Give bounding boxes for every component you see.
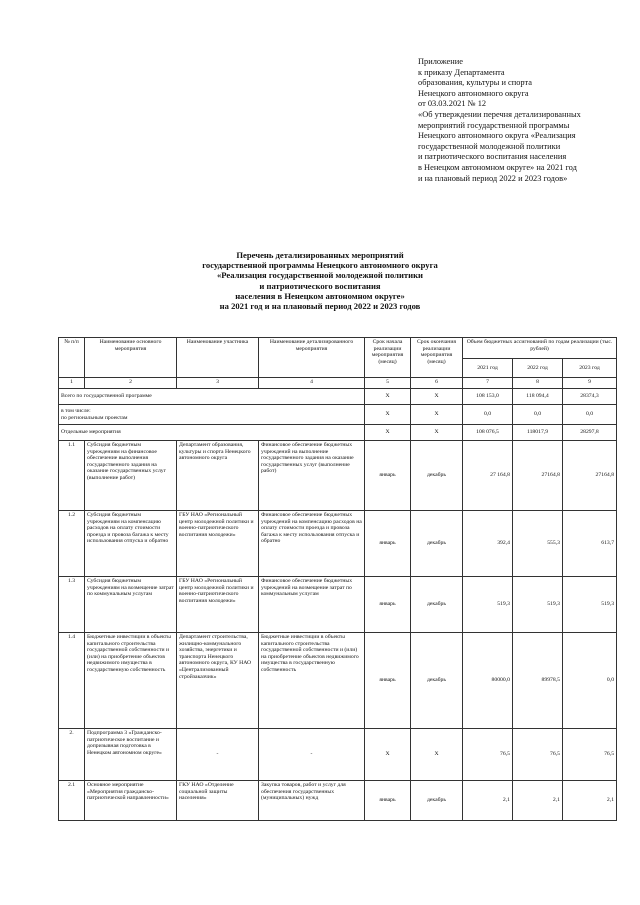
row-2023: 76,5 [563,729,617,781]
row-participant: Департамент строительства, жилищно-коммунального хозяйства, энергетики и транспорта Ненецкого автономного округа, КУ НАО «Централизованный стройзаказчик» [177,633,259,729]
row-2021: 519,3 [463,577,513,633]
table-row [59,441,617,511]
header-end: Срок окончания реализации мероприятия (месяц) [411,338,463,378]
including-2021: 0,0 [463,405,513,425]
row-detailed: Бюджетные инвестиции в объекты капитального строительства государственной собственности и (или) на приобретение объектов недвижимого имущества в государственную собственность [259,633,365,729]
row-2022: 2,1 [513,781,563,821]
row-2021: 392,4 [463,511,513,577]
row-2023: 27164,8 [563,441,617,511]
table-header-row [59,338,617,359]
row-detailed: Финансовое обеспечение бюджетных учреждений на выполнение государственного задания на оказание государственных услуг (выполнение работ) [259,441,365,511]
header-2023: 2023 год [563,359,617,378]
table-row [59,729,617,781]
total-end: Х [411,389,463,405]
separate-2021: 108 076,5 [463,425,513,441]
row-end: декабрь [411,577,463,633]
header-start: Срок начала реализации мероприятия (месяц) [365,338,411,378]
annex-line: и на плановый период 2022 и 2023 годов» [418,173,568,183]
row-2023: 2,1 [563,781,617,821]
row-2023: 613,7 [563,511,617,577]
total-2022: 118 094,4 [513,389,563,405]
header-num: № п/п [59,338,85,378]
annex-line: «Об утверждении перечня детализированных [418,109,581,119]
including-start: Х [365,405,411,425]
annex-line: к приказу Департамента [418,67,505,77]
including-line: в том числе: [61,407,91,414]
row-2021: 27 164,8 [463,441,513,511]
including-2022: 0,0 [513,405,563,425]
row-detailed: Финансовое обеспечение бюджетных учреждений на возмещение затрат по коммунальным услугам [259,577,365,633]
row-detailed: - [259,729,365,781]
annex-line: мероприятий государственной программы [418,120,570,130]
row-start: январь [365,633,411,729]
annex-line: образования, культуры и спорта [418,78,532,88]
row-program: Субсидия бюджетным учреждениям на возмещение затрат по коммунальным услугам [85,577,177,633]
table-row [59,511,617,577]
row-num: 2. [59,729,85,781]
including-end: Х [411,405,463,425]
row-program: Субсидия бюджетным учреждениям на компенсацию расходов на оплату стоимости проезда и провоза багажа к месту использования отпуска и обратно [85,511,177,577]
separate-2022: 118017,9 [513,425,563,441]
header-funding: Объем бюджетных ассигнований по годам реализации (тыс. рублей) [463,338,617,359]
row-program: Субсидия бюджетным учреждениям на финансовое обеспечение выполнения государственного задания на оказание государственных услуг (выполнение работ) [85,441,177,511]
table-row [59,633,617,729]
row-participant: Департамент образования, культуры и спорта Ненецкого автономного округа [177,441,259,511]
table-row [59,577,617,633]
row-num: 2.1 [59,781,85,821]
annex-line: Ненецкого автономного округа «Реализация [418,131,576,141]
separate-end: Х [411,425,463,441]
including-label [59,405,365,425]
row-participant: ГБУ НАО «Региональный центр молодежной политики и военно-патриотического воспитания молодежи» [177,511,259,577]
header-2022: 2022 год [513,359,563,378]
column-number: 8 [513,378,563,389]
annex-line: от 03.03.2021 № 12 [418,99,487,109]
row-end: декабрь [411,633,463,729]
header-detailed: Наименование детализированного мероприятия [259,338,365,378]
row-end: декабрь [411,511,463,577]
row-detailed: Финансовое обеспечение бюджетных учреждений на компенсацию расходов на оплату стоимости проезда и провоза багажа к месту использования отпуска и обратно [259,511,365,577]
title-line: на 2021 год и на плановый период 2022 и 2023 годов [219,301,421,312]
column-number: 5 [365,378,411,389]
row-2023: 0,0 [563,633,617,729]
title-line: и патриотического воспитания [259,280,381,291]
total-label: Всего по государственной программе [59,389,365,405]
row-2022: 555,3 [513,511,563,577]
row-2022: 519,3 [513,577,563,633]
row-start: Х [365,729,411,781]
column-number: 2 [85,378,177,389]
annex-line: Ненецкого автономного округа [418,88,529,98]
title-line: «Реализация государственной молодежной политики [216,270,424,281]
column-number: 3 [177,378,259,389]
row-num: 1.3 [59,577,85,633]
row-participant: ГКУ НАО «Отделение социальной защиты населения» [177,781,259,821]
row-2021: 76,5 [463,729,513,781]
total-2023: 28374,3 [563,389,617,405]
row-program: Бюджетные инвестиции в объекты капитального строительства государственной собственности и (или) на приобретение объектов недвижимого имущества в государственную собственность [85,633,177,729]
total-row [59,389,617,405]
row-2021: 80000,0 [463,633,513,729]
separate-2023: 28297,8 [563,425,617,441]
annex-block [418,57,618,184]
row-end: декабрь [411,441,463,511]
column-number-row [59,378,617,389]
separate-row [59,425,617,441]
separate-label: Отдельные мероприятия [59,425,365,441]
header-2021: 2021 год [463,359,513,378]
row-program: Подпрограмма 3 «Гражданско-патриотическое воспитание и допризывная подготовка в Ненецком автономном округе» [85,729,177,781]
header-program: Наименование основного мероприятия [85,338,177,378]
column-number: 6 [411,378,463,389]
row-2023: 519,3 [563,577,617,633]
annex-line: Приложение [418,57,463,66]
row-end: декабрь [411,781,463,821]
row-detailed: Закупка товаров, работ и услуг для обеспечения государственных (муниципальных) нужд [259,781,365,821]
including-2023: 0,0 [563,405,617,425]
row-2022: 76,5 [513,729,563,781]
including-line-2: по региональным проектам [61,414,128,421]
total-start: Х [365,389,411,405]
row-start: январь [365,781,411,821]
row-2021: 2,1 [463,781,513,821]
annex-line: в Ненецком автономном округе» на 2021 год [418,162,577,172]
column-number: 9 [563,378,617,389]
row-2022: 27164,8 [513,441,563,511]
row-num: 1.4 [59,633,85,729]
row-end: Х [411,729,463,781]
row-num: 1.1 [59,441,85,511]
row-num: 1.2 [59,511,85,577]
row-start: январь [365,511,411,577]
title-line: государственной программы Ненецкого автономного округа [202,260,438,271]
table-row [59,781,617,821]
annex-line: и патриотического воспитания населения [418,152,567,162]
row-start: январь [365,577,411,633]
row-participant: - [177,729,259,781]
document-title [0,250,640,311]
column-number: 7 [463,378,513,389]
column-number: 1 [59,378,85,389]
header-participant: Наименование участника [177,338,259,378]
title-line: Перечень детализированных мероприятий [236,250,404,260]
row-participant: ГБУ НАО «Региональный центр молодежной политики и военно-патриотического воспитания молодежи» [177,577,259,633]
activities-table [58,337,617,821]
column-number: 4 [259,378,365,389]
row-2022: 89978,5 [513,633,563,729]
including-row [59,405,617,425]
row-start: январь [365,441,411,511]
total-2021: 108 153,0 [463,389,513,405]
title-line: населения в Ненецком автономном округе» [235,290,405,301]
annex-line: государственной молодежной политики [418,141,561,151]
separate-start: Х [365,425,411,441]
row-program: Основное мероприятие «Мероприятия гражданско-патриотической направленности» [85,781,177,821]
